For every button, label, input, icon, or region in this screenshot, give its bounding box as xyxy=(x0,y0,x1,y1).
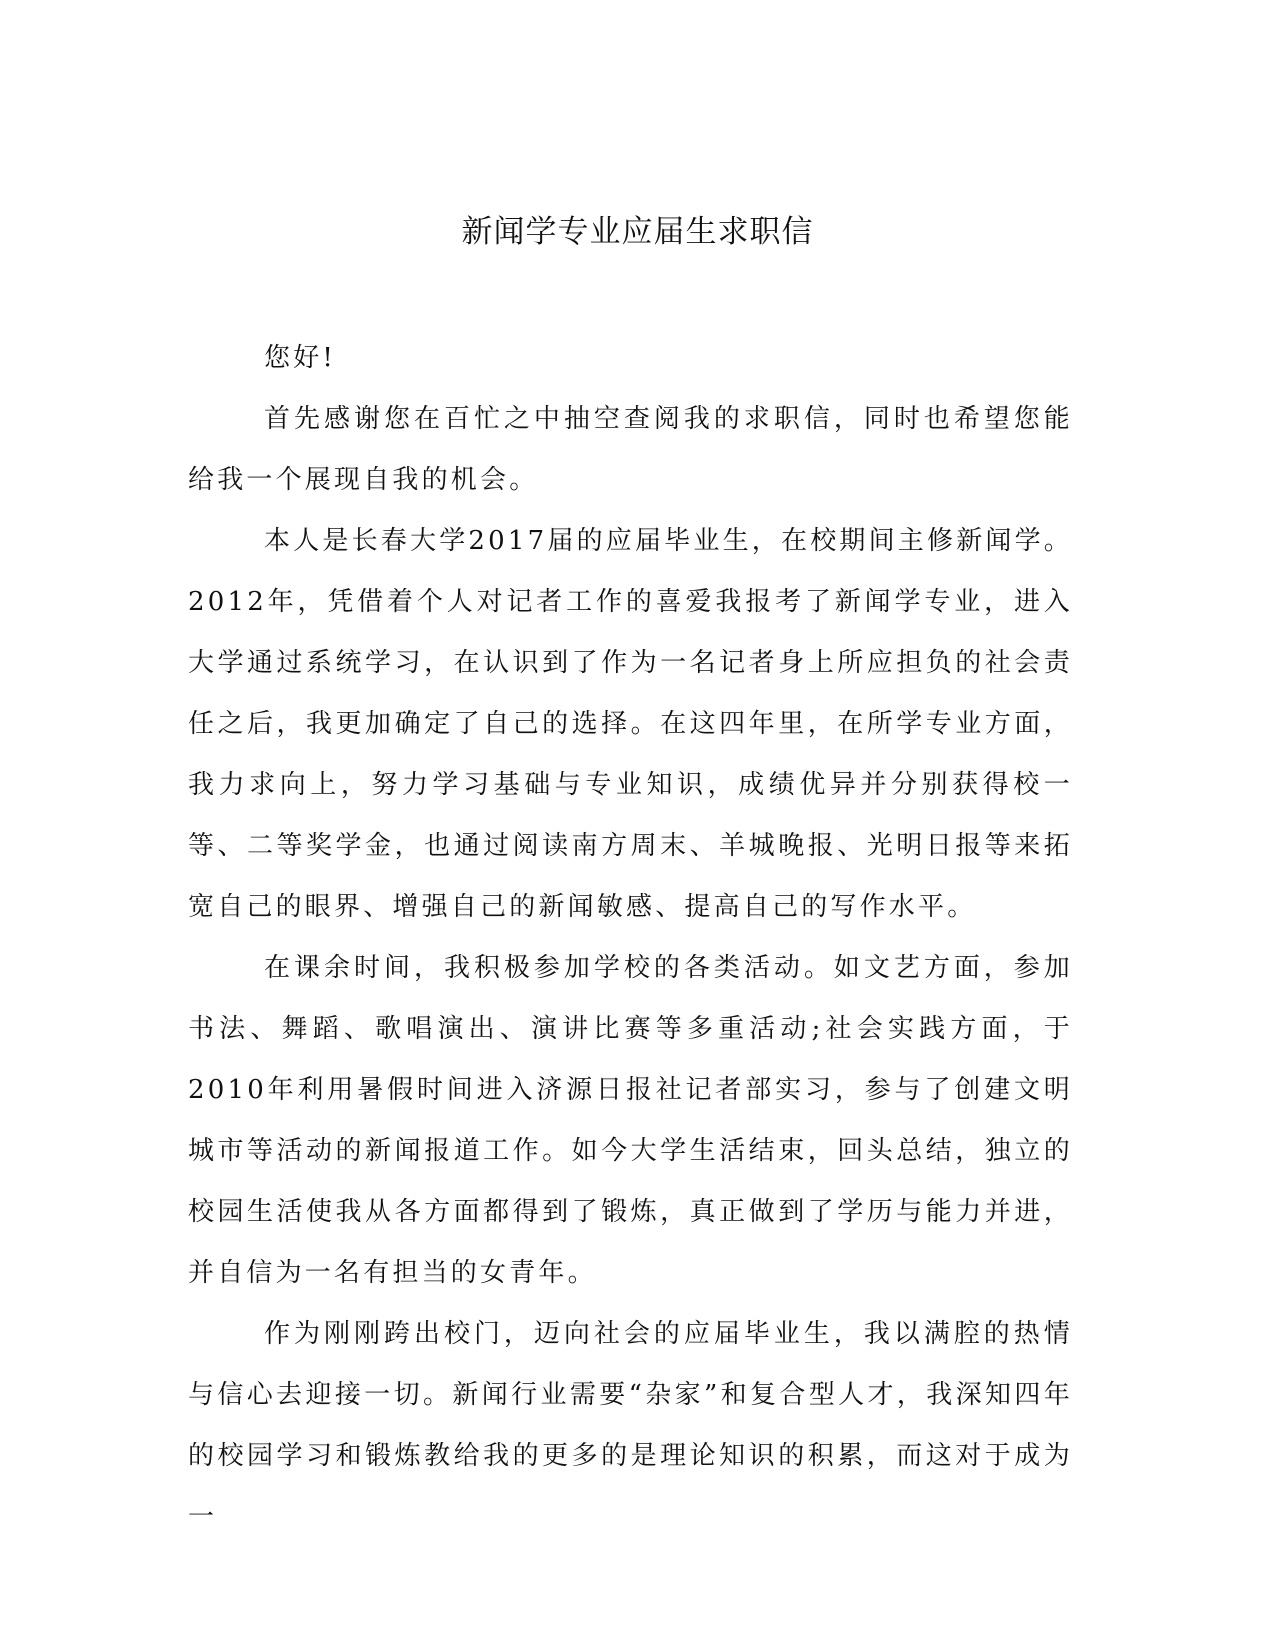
greeting: 您好! xyxy=(264,343,337,373)
paragraph-activities: 在课余时间，我积极参加学校的各类活动。如文艺方面，参加书法、舞蹈、歌唱演出、演讲比赛等多重活动;社会实践方面，于2010年利用暑假时间进入济源日报社记者部实习，参与了创建文明城市等活动的新闻报道工作。如今大学生活结束，回头总结，独立的校园生活使我从各方面都得到了锻炼，真正做到了学历与能力并进，并自信为一名有担当的女青年。 xyxy=(188,953,1073,1288)
document-title: 新闻学专业应届生求职信 xyxy=(461,214,814,250)
paragraph-outlook: 作为刚刚跨出校门，迈向社会的应届毕业生，我以满腔的热情与信心去迎接一切。新闻行业需要“杂家”和复合型人才，我深知四年的校园学习和锻炼教给我的更多的是理论知识的积累，而这对于成为一 xyxy=(188,1319,1073,1532)
paragraph-education: 本人是长春大学2017届的应届毕业生，在校期间主修新闻学。2012年，凭借着个人对记者工作的喜爱我报考了新闻学专业，进入大学通过系统学习，在认识到了作为一名记者身上所应担负的社会责任之后，我更加确定了自己的选择。在这四年里，在所学专业方面，我力求向上，努力学习基础与专业知识，成绩优异并分别获得校一等、二等奖学金，也通过阅读南方周末、羊城晚报、光明日报等来拓宽自己的眼界、增强自己的新闻敏感、提高自己的写作水平。 xyxy=(188,526,1073,922)
letter-body xyxy=(188,328,1073,1548)
paragraph-intro: 首先感谢您在百忙之中抽空查阅我的求职信，同时也希望您能给我一个展现自我的机会。 xyxy=(188,404,1073,495)
